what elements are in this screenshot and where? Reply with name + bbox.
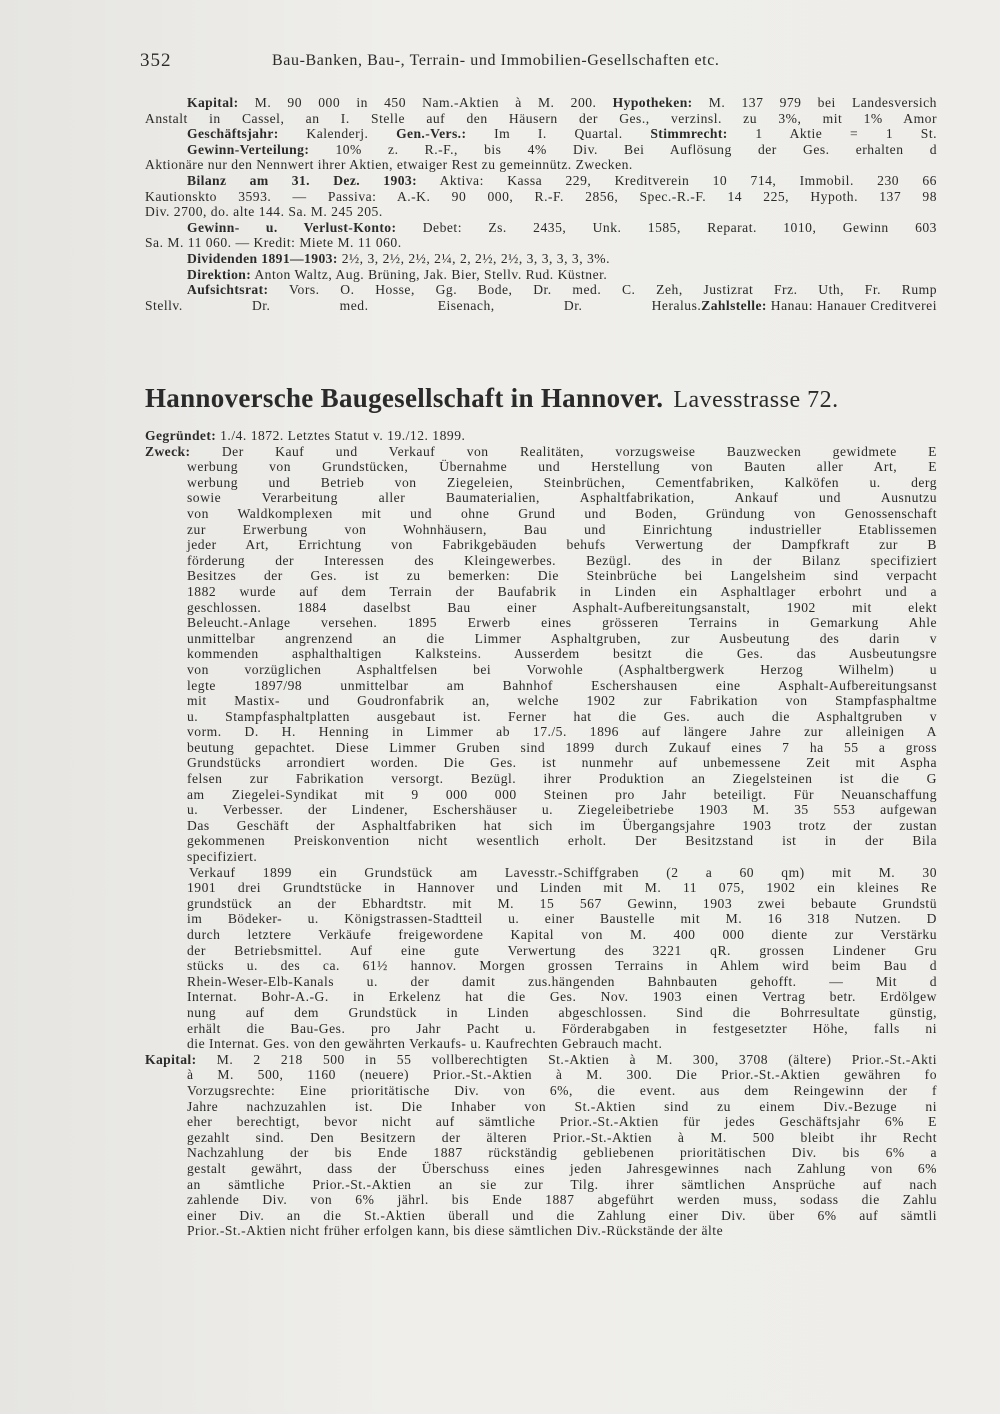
text-line: förderung der Interessen des Kleingewerbes. Bezügl. des in der Bilanz specifiziert bbox=[187, 552, 937, 568]
text-line: Verkauf 1899 ein Grundstück am Lavesstr.-Schiffgraben (2 a 60 qm) mit M. 30 bbox=[189, 864, 937, 880]
text-line: mit Mastix- und Goudronfabrik an, welche 1902 zur Fabrikation von Stampfasphaltme bbox=[187, 693, 937, 709]
field-label: Gewinn-Verteilung: bbox=[187, 141, 310, 157]
text-line: beutung gepachtet. Diese Limmer Gruben sind 1899 durch Zukauf eines 7 ha 55 a gross bbox=[187, 739, 937, 755]
sales-paragraph bbox=[145, 865, 937, 1052]
text-line: die Internat. Ges. von den gewährten Verkaufs- u. Kaufrechten Gebrauch macht. bbox=[187, 1036, 663, 1052]
purpose-paragraph bbox=[145, 459, 937, 864]
text-line: unmittelbar angrenzend an die Limmer Asphaltgruben, zur Ausbeutung des darin v bbox=[187, 630, 937, 646]
field-value: M. 137 979 bei Landesversich bbox=[708, 95, 937, 110]
text-line: Internat. Bohr-A.-G. in Erkelenz hat die Ges. Nov. 1903 einen Vertrag betr. Erdölgew bbox=[187, 989, 937, 1005]
field-value: 1 Aktie = 1 St. bbox=[755, 126, 937, 142]
text-line: u. Stampfasphaltplatten ausgebaut ist. Ferner hat die Ges. auch die Asphaltgruben v bbox=[187, 708, 937, 724]
text-line bbox=[145, 220, 937, 236]
text-line: 1901 drei Grundtstücke in Hannover und Linden mit M. 11 075, 1902 ein kleines Re bbox=[187, 880, 937, 896]
field-value: Im I. Quartal. bbox=[494, 126, 623, 142]
text-line bbox=[145, 1052, 937, 1068]
company-entry-body bbox=[145, 428, 937, 1239]
text-line: Grundstücks arrondiert worden. Die Ges. ist nunmehr auf unbemessene Zeit mit Aspha bbox=[187, 755, 937, 771]
text-line: Aktionäre nur den Nennwert ihrer Aktien, etwaiger Rest zu gemeinnütz. Zwecken. bbox=[145, 157, 633, 173]
company-heading bbox=[145, 383, 957, 414]
field-value: 2½, 3, 2½, 2½, 2¼, 2, 2½, 2½, 3, 3, 3, 3, 3%. bbox=[341, 250, 611, 266]
text-line: felsen zur Fabrikation versorgt. Bezügl. ihrer Produktion an Ziegelsteinen ist die G bbox=[187, 771, 937, 787]
text-line: jeder Art, Errichtung von Fabrikgebäuden behufs Verwertung der Dampfkraft zur B bbox=[187, 537, 937, 553]
text-line: Besitzes der Ges. ist zu bemerken: Die Steinbrüche bei Langelsheim sind verpacht bbox=[187, 568, 937, 584]
text-line: sowie Verarbeitung aller Baumaterialien, Asphaltfabrikation, Ankauf und Ausnutzu bbox=[187, 490, 937, 506]
text-line: Rhein-Weser-Elb-Kanals u. der damit zus.hängenden Bahnbauten gehofft. — Mit d bbox=[187, 973, 937, 989]
text-line: kommenden asphalthaltigen Kalksteins. Ausserdem besitzt die Ges. das Ausbeutungsre bbox=[187, 646, 937, 662]
field-value: Hanau: Hanauer Creditverei bbox=[770, 297, 937, 313]
text-line: Jahre nachzuzahlen ist. Die Inhaber von St.-Aktien sind zu einem Div.-Bezuge ni bbox=[187, 1098, 937, 1114]
field-label: Bilanz am 31. Dez. 1903: bbox=[187, 172, 418, 188]
field-label: Direktion: bbox=[187, 266, 252, 282]
field-label: Gegründet: bbox=[145, 428, 217, 443]
field-value: Stellv. Dr. med. Eisenach, Dr. Heralus. bbox=[145, 297, 702, 313]
text-line: zahlende Div. von 6% jährl. bis Ende 1887 abgeführt werden muss, sodass die Zahlu bbox=[187, 1192, 937, 1208]
text-line: von vorzüglichen Asphaltfelsen bei Vorwohle (Asphaltbergwerk Herzog Wilhelm) u bbox=[187, 661, 937, 677]
field-label: Stimmrecht: bbox=[650, 126, 728, 142]
text-line: Kautionskto 3593. — Passiva: A.-K. 90 000, R.-F. 2856, Spec.-R.-F. 14 225, Hypoth. 137 98 bbox=[145, 188, 937, 204]
field-label: Kapital: bbox=[145, 1051, 197, 1067]
page-number: 352 bbox=[140, 50, 172, 71]
text-line: gezahlt sind. Den Besitzern der älteren Prior.-St.-Aktien à M. 500 bleibt ihr Recht bbox=[187, 1129, 937, 1145]
field-value: Kalenderj. bbox=[306, 126, 369, 142]
previous-company-entry bbox=[145, 95, 937, 313]
field-label: Zahlstelle: bbox=[701, 297, 767, 313]
text-line: eher berechtigt, bevor nicht auf sämtliche Prior.-St.-Aktien für jedes Geschäftsjahr 6% E bbox=[187, 1114, 937, 1130]
text-line bbox=[145, 428, 937, 444]
text-line bbox=[145, 126, 937, 142]
field-value: Der Kauf und Verkauf von Realitäten, vorzugsweise Bauzwecken gewidmete E bbox=[221, 443, 937, 459]
text-line: Nachzahlung der bis Ende 1887 rückständig gebliebenen prioritätischen Div. bis 6% a bbox=[187, 1145, 937, 1161]
text-line: à M. 500, 1160 (neuere) Prior.-St.-Aktien à M. 300. Die Prior.-St.-Aktien gewähren fo bbox=[187, 1067, 937, 1083]
text-line: gestalt gewährt, dass der Überschuss eines jeden Jahresgewinnes nach Zahlung von 6% bbox=[187, 1160, 937, 1176]
field-value: 1./4. 1872. Letztes Statut v. 19./12. 1899. bbox=[220, 428, 466, 443]
text-line: Sa. M. 11 060. — Kredit: Miete M. 11 060. bbox=[145, 235, 402, 251]
text-line: durch letztere Verkäufe freigewordene Kapital von M. 400 000 diente zur Verstärku bbox=[187, 927, 937, 942]
text-line: grundstück an der Ebhardtstr. mit M. 15 567 Gewinn, 1903 zwei bebaute Grundstü bbox=[187, 895, 937, 911]
text-line: Prior.-St.-Aktien nicht früher erfolgen kann, bis diese sämtlichen Div.-Rückstände der älte bbox=[187, 1223, 724, 1239]
text-line bbox=[145, 173, 937, 189]
text-line: Beleucht.-Anlage versehen. 1895 Erwerb eines grösseren Terrains in Gemarkung Ahle bbox=[187, 615, 937, 631]
field-label: Kapital: bbox=[187, 95, 239, 110]
text-line: gekommenen Preiskonvention nicht wesentlich erholt. Der Besitzstand ist in der Bila bbox=[187, 833, 937, 849]
text-line: nung auf dem Grundstück in Linden abgeschlossen. Sind die Bohrresultate günstig, bbox=[187, 1004, 937, 1020]
text-line: werbung und Betrieb von Ziegeleien, Steinbrüchen, Cementfabriken, Kalköfen u. derg bbox=[187, 474, 937, 490]
field-value: Vors. O. Hosse, Gg. Bode, Dr. med. C. Zeh, Justizrat Frz. Uth, Fr. Rump bbox=[288, 282, 937, 298]
text-line: u. Verbesser. der Lindener, Eschershäuser u. Ziegeleibetriebe 1903 M. 35 553 aufgewan bbox=[187, 802, 937, 818]
text-line: einer Div. an die St.-Aktien überall und die Zahlung einer Div. über 6% auf sämtli bbox=[187, 1207, 937, 1223]
text-line: Das Geschäft der Asphaltfabriken hat sich im Übergangsjahre 1903 trotz der zustan bbox=[187, 817, 937, 833]
text-line: vorm. D. H. Henning in Limmer ab 17./5. 1896 auf längere Jahre zur alleinigen A bbox=[187, 724, 937, 740]
text-line bbox=[145, 298, 937, 314]
field-value: M. 2 218 500 in 55 vollberechtigten St.-Aktien à M. 300, 3708 (ältere) Prior.-St.-Akti bbox=[216, 1051, 937, 1067]
text-line: 1882 wurde auf dem Terrain der Baufabrik in Linden ein Asphaltlager erbohrt und a bbox=[187, 583, 937, 599]
field-label: Zweck: bbox=[145, 443, 191, 459]
field-label: Aufsichtsrat: bbox=[187, 282, 269, 298]
text-line: werbung von Grundstücken, Übernahme und Herstellung von Bauten aller Art, E bbox=[187, 459, 937, 475]
text-line: stücks u. des ca. 61½ hannov. Morgen grossen Terrains in Ahlem wird beim Bau d bbox=[187, 958, 937, 974]
text-line: am Ziegelei-Syndikat mit 9 000 000 Steinen pro Jahr beteiligt. Für Neuanschaffung bbox=[187, 786, 937, 802]
text-line: geschlossen. 1884 daselbst Bau einer Asphalt-Aufbereitungsanstalt, 1902 mit elekt bbox=[187, 599, 937, 615]
text-line: legte 1897/98 unmittelbar am Bahnhof Eschershausen eine Asphalt-Aufbereitungsanst bbox=[187, 677, 937, 693]
field-value: Anton Waltz, Aug. Brüning, Jak. Bier, Stellv. Rud. Küstner. bbox=[254, 266, 608, 282]
text-line bbox=[145, 142, 937, 158]
text-line bbox=[145, 95, 937, 111]
field-value: M. 90 000 in 450 Nam.-Aktien à M. 200. bbox=[254, 95, 597, 110]
field-label: Gen.-Vers.: bbox=[396, 126, 467, 142]
text-line: zur Erwerbung von Wohnhäusern, Bau und Einrichtung industrieller Etablissemen bbox=[187, 521, 937, 537]
text-line bbox=[145, 444, 937, 460]
text-line: von Waldkomplexen mit und ohne Grund und Boden, Gründung von Genossenschaft bbox=[187, 505, 937, 521]
capital-paragraph bbox=[145, 1067, 937, 1239]
text-line: an sämtliche Prior.-St.-Aktien an sie zur Tilg. ihrer sämtlichen Ansprüche auf nach bbox=[187, 1176, 937, 1192]
field-label: Gewinn- u. Verlust-Konto: bbox=[187, 219, 397, 235]
company-name: Hannoversche Baugesellschaft in Hannover. bbox=[145, 383, 664, 413]
text-line: im Bödeker- u. Königstrassen-Stadtteil u. einer Baustelle mit M. 16 318 Nutzen. D bbox=[187, 911, 937, 927]
text-line: specifiziert. bbox=[187, 849, 258, 865]
text-line bbox=[145, 251, 937, 267]
field-value: Aktiva: Kassa 229, Kreditverein 10 714, Immobil. 230 66 bbox=[439, 172, 937, 188]
company-address: Lavesstrasse 72. bbox=[673, 387, 839, 413]
field-label: Hypotheken: bbox=[612, 95, 693, 110]
text-line: der Betriebsmittel. Auf eine gute Verwertung des 3221 qR. grossen Lindener Gru bbox=[187, 942, 937, 958]
text-line: Anstalt in Cassel, an I. Stelle auf den Häusern der Ges., verzinsl. zu 3%, mit 1% Amor bbox=[145, 110, 937, 126]
text-line bbox=[145, 267, 937, 283]
field-value: 10% z. R.-F., bis 4% Div. Bei Auflösung der Ges. erhalten d bbox=[335, 141, 937, 157]
text-line: erhält die Bau-Ges. pro Jahr Pacht u. Förderabgaben in festgesetzter Höhe, falls ni bbox=[187, 1020, 937, 1036]
text-line bbox=[145, 282, 937, 298]
field-label: Dividenden 1891—1903: bbox=[187, 250, 338, 266]
running-title: Bau-Banken, Bau-, Terrain- und Immobilien-Gesellschaften etc. bbox=[272, 52, 720, 69]
text-line: Vorzugsrechte: Eine prioritätische Div. von 6%, die event. aus dem Reingewinn der f bbox=[187, 1082, 937, 1098]
field-label: Geschäftsjahr: bbox=[187, 126, 279, 142]
page-header bbox=[140, 50, 940, 80]
field-value: Debet: Zs. 2435, Unk. 1585, Reparat. 1010, Gewinn 603 bbox=[422, 219, 937, 235]
text-line: Div. 2700, do. alte 144. Sa. M. 245 205. bbox=[145, 204, 383, 220]
